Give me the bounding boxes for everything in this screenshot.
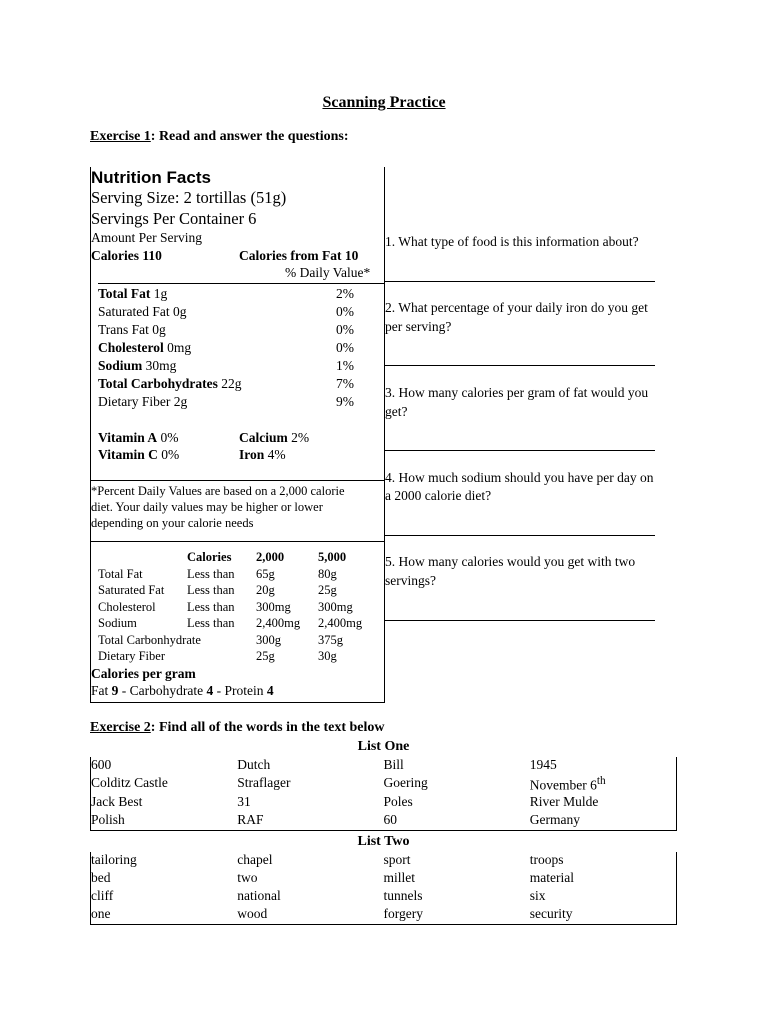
word: Bill <box>383 757 404 772</box>
vitamin-c-label: Vitamin C <box>98 447 158 462</box>
question-4-line-2: a 2000 calorie diet? <box>385 488 492 503</box>
exercise2-instruction: : Find all of the words in the text below <box>150 720 385 735</box>
nutrient-name: Cholesterol <box>98 340 164 355</box>
dv-table-cell: 300mg <box>256 599 291 614</box>
word-cell <box>530 757 677 775</box>
exercise1-label: Exercise 1 <box>90 129 151 144</box>
nutrient-percent: 0% <box>336 340 354 355</box>
vitamin-c-value: 0% <box>157 447 180 462</box>
question-5-line-1: 5. How many calories would you get with two <box>385 554 636 569</box>
calories-from-fat: Calories from Fat 10 <box>239 248 359 263</box>
nutrient-row <box>98 286 167 302</box>
cpg-protein-label: - Protein <box>213 683 267 698</box>
nutrient-percent: 9% <box>336 394 354 409</box>
footnote-line-1: *Percent Daily Values are based on a 2,000 calorie <box>91 484 345 498</box>
word-cell <box>383 775 529 794</box>
answer-line-4[interactable] <box>385 535 655 536</box>
dv-table-cell: Saturated Fat <box>98 583 165 598</box>
vitamin-a-label: Vitamin A <box>98 430 158 445</box>
word: Jack Best <box>91 793 143 809</box>
question-3-line-2: get? <box>385 404 408 419</box>
nutrient-amount: 22g <box>217 376 242 391</box>
word-cell <box>91 775 238 794</box>
table-row <box>91 794 677 812</box>
word-cell <box>237 812 383 831</box>
nutrient-row <box>98 340 191 356</box>
word: Straflager <box>237 775 291 790</box>
divider <box>91 480 384 481</box>
word: 1945 <box>529 757 557 772</box>
answer-line-5[interactable] <box>385 620 655 621</box>
nutrient-name: Total Fat <box>98 286 151 301</box>
word-cell <box>530 870 677 888</box>
word-cell <box>383 812 529 831</box>
dv-table-cell: Dietary Fiber <box>98 649 165 663</box>
word-cell <box>91 757 238 775</box>
dv-table-cell: 2,400mg <box>256 616 301 631</box>
word-cell <box>530 812 677 831</box>
word: 600 <box>91 757 112 772</box>
word-cell <box>530 852 677 870</box>
dv-table-cell: 2,400mg <box>318 616 363 631</box>
word-cell <box>91 906 238 925</box>
iron-value: 4% <box>264 447 286 462</box>
dv-header-calories: Calories <box>187 550 232 564</box>
word-cell <box>383 757 529 775</box>
nutrient-percent: 7% <box>336 376 354 391</box>
nutrient-name: Total Carbohydrates <box>98 376 218 391</box>
word: bed <box>91 870 111 885</box>
word: cliff <box>91 888 114 903</box>
word: six <box>529 888 546 903</box>
list-two-table <box>90 852 677 925</box>
word-cell <box>237 906 383 925</box>
word: material <box>529 870 574 885</box>
dv-header-5000: 5,000 <box>318 550 347 564</box>
list-one-table <box>90 757 677 831</box>
question-3-line-1: 3. How many calories per gram of fat would you <box>385 385 649 400</box>
word: tailoring <box>91 852 137 867</box>
list-one-title: List One <box>357 739 410 754</box>
serving-size: Serving Size: 2 tortillas (51g) <box>91 188 287 207</box>
question-4-line-1: 4. How much sodium should you have per day on <box>385 470 654 485</box>
nutrient-percent: 2% <box>336 286 354 301</box>
dv-table-cell: 30g <box>318 649 337 663</box>
list-two-title: List Two <box>357 834 410 849</box>
dv-table-cell: 300mg <box>318 599 353 614</box>
dv-table-cell: Total Carbonhydrate <box>98 632 201 647</box>
ordinal-suffix: th <box>596 775 606 787</box>
word: one <box>91 906 111 921</box>
word-cell <box>91 870 238 888</box>
exercise1-heading <box>90 129 349 145</box>
nutrient-name: Dietary Fiber 2g <box>98 394 188 409</box>
word-cell <box>237 888 383 906</box>
cpg-carb-label: - Carbohydrate <box>118 683 207 698</box>
dv-table-cell: 20g <box>256 583 275 598</box>
word-cell <box>383 852 529 870</box>
word: millet <box>383 870 415 885</box>
word: RAF <box>237 811 264 827</box>
word: chapel <box>237 852 273 867</box>
nutrient-percent: 0% <box>336 304 354 319</box>
question-5-line-2: servings? <box>385 573 436 588</box>
dv-table-cell: 300g <box>256 632 281 647</box>
word-cell <box>383 888 529 906</box>
word: security <box>529 906 573 921</box>
word-cell <box>237 870 383 888</box>
word: River Mulde <box>529 793 599 809</box>
calories: Calories 110 <box>91 248 162 263</box>
dv-table-cell: 65g <box>256 567 275 581</box>
cpg-fat-label: Fat <box>91 683 112 698</box>
dv-table-cell: Less than <box>187 599 235 614</box>
nutrient-name: Saturated Fat 0g <box>98 304 187 319</box>
word-cell <box>383 794 529 812</box>
dv-table-cell: Cholesterol <box>98 599 156 614</box>
nutrient-percent: 1% <box>336 358 354 373</box>
question-1: 1. What type of food is this information about? <box>385 234 639 249</box>
nutrient-amount: 0mg <box>163 340 192 355</box>
word: November 6 <box>529 777 597 793</box>
nutrient-name: Trans Fat 0g <box>98 322 166 337</box>
iron-label: Iron <box>239 447 265 462</box>
table-row <box>91 757 677 775</box>
nutrient-name: Sodium <box>98 358 143 373</box>
table-row <box>91 852 677 870</box>
word: Colditz Castle <box>91 775 168 790</box>
dv-table-cell: Total Fat <box>98 567 143 581</box>
nutrition-heading: Nutrition Facts <box>91 168 211 187</box>
nutrient-row <box>98 322 166 338</box>
answer-line-3[interactable] <box>385 450 655 451</box>
word: Polish <box>91 811 125 827</box>
dv-table-cell: Sodium <box>98 616 137 631</box>
cpg-carb: 4 <box>206 683 214 698</box>
word: Poles <box>383 793 413 809</box>
word-cell <box>91 794 238 812</box>
dv-table-cell: Less than <box>187 616 235 631</box>
calories-per-gram-label: Calories per gram <box>91 666 196 681</box>
daily-value-header: % Daily Value* <box>285 265 371 280</box>
dv-table-cell: 80g <box>318 567 337 581</box>
calcium <box>239 430 309 446</box>
nutrient-row <box>98 376 242 392</box>
question-2-line-2: per serving? <box>385 319 452 334</box>
cpg-protein: 4 <box>266 683 274 698</box>
word-cell <box>91 852 238 870</box>
word: wood <box>237 906 268 921</box>
divider <box>91 541 384 542</box>
dv-table-cell: 25g <box>256 649 275 663</box>
word: Goering <box>383 775 428 790</box>
dv-table-cell: 25g <box>318 583 337 598</box>
exercise2-label: Exercise 2 <box>90 720 151 735</box>
exercise1-instruction: : Read and answer the questions: <box>150 129 349 144</box>
table-row <box>91 812 677 831</box>
answer-line-1[interactable] <box>385 281 655 282</box>
amount-per-serving: Amount Per Serving <box>91 230 202 245</box>
word: sport <box>383 852 411 867</box>
vitamin-a-value: 0% <box>157 430 179 445</box>
word: 60 <box>383 811 397 827</box>
iron <box>239 447 286 463</box>
dv-table-cell: 375g <box>318 632 343 647</box>
word: national <box>237 888 281 903</box>
word: Dutch <box>237 757 271 772</box>
divider <box>98 283 384 284</box>
word-cell <box>530 888 677 906</box>
page-title: Scanning Practice <box>322 94 446 111</box>
word-cell <box>237 794 383 812</box>
word-cell <box>530 906 677 925</box>
word-cell <box>530 794 677 812</box>
nutrient-row <box>98 394 187 410</box>
answer-line-2[interactable] <box>385 365 655 366</box>
word: two <box>237 870 258 885</box>
exercise2-heading <box>90 720 385 736</box>
question-2-line-1: 2. What percentage of your daily iron do you get <box>385 300 648 315</box>
word: 31 <box>237 793 251 809</box>
cpg-fat: 9 <box>111 683 119 698</box>
table-row <box>91 888 677 906</box>
dv-table-cell: Less than <box>187 583 235 598</box>
footnote-line-3: depending on your calorie needs <box>91 516 254 530</box>
word: troops <box>529 852 564 867</box>
dv-header-2000: 2,000 <box>256 550 285 564</box>
word-cell <box>91 888 238 906</box>
calcium-label: Calcium <box>239 430 288 445</box>
word-cell <box>237 775 383 794</box>
calories-per-gram-values <box>91 683 274 699</box>
word-cell <box>91 812 238 831</box>
nutrient-percent: 0% <box>336 322 354 337</box>
calcium-value: 2% <box>287 430 310 445</box>
table-row <box>91 906 677 925</box>
word: forgery <box>383 906 423 921</box>
word-cell <box>237 852 383 870</box>
table-row <box>91 775 677 794</box>
word-cell <box>383 906 529 925</box>
vitamin-c <box>98 447 179 463</box>
vitamin-a <box>98 430 179 446</box>
word-cell <box>530 775 677 794</box>
footnote-line-2: diet. Your daily values may be higher or lower <box>91 500 323 514</box>
nutrient-row <box>98 304 186 320</box>
table-row <box>91 870 677 888</box>
nutrient-row <box>98 358 176 374</box>
word: Germany <box>529 811 580 827</box>
nutrient-amount: 1g <box>150 286 168 301</box>
nutrient-amount: 30mg <box>142 358 177 373</box>
servings-per-container: Servings Per Container 6 <box>91 209 257 228</box>
word-cell <box>237 757 383 775</box>
dv-table-cell: Less than <box>187 567 235 581</box>
word-cell <box>383 870 529 888</box>
word: tunnels <box>383 888 423 903</box>
